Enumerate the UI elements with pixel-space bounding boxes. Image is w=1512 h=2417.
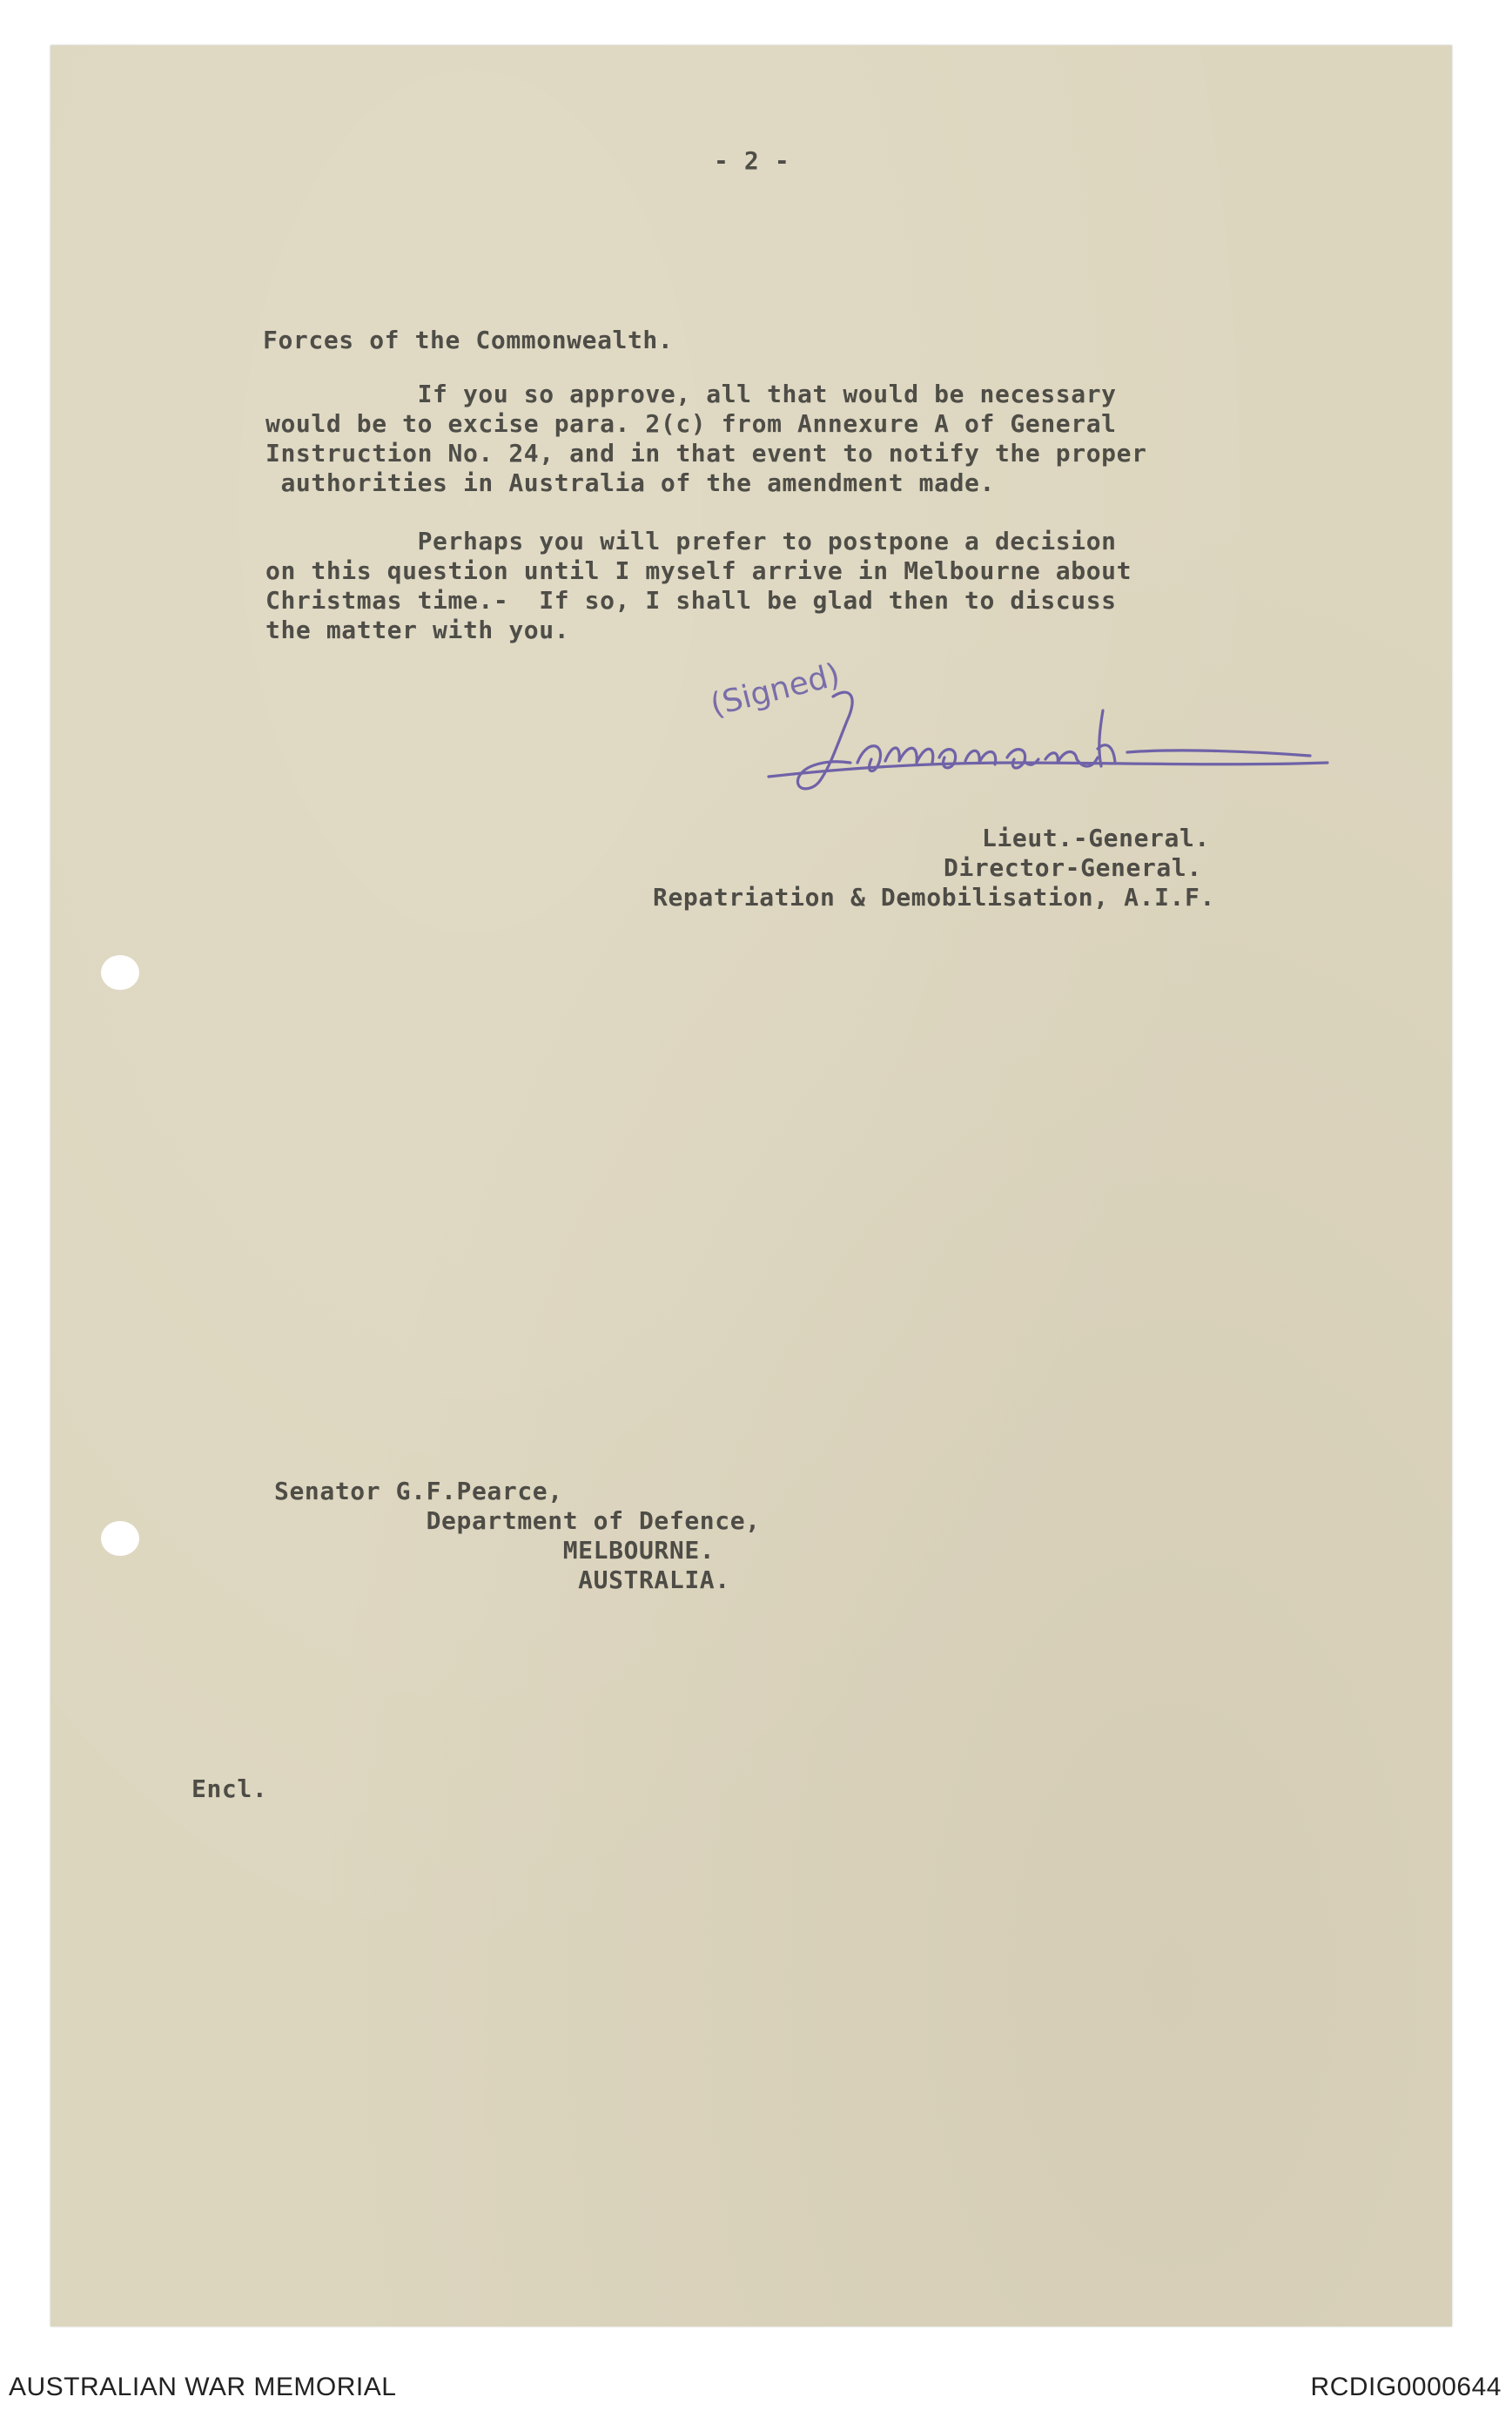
paragraph-line: If you so approve, all that would be necessary: [265, 380, 1117, 408]
addressee-city: MELBOURNE.: [274, 1536, 716, 1565]
signatory-department: Repatriation & Demobilisation, A.I.F.: [653, 883, 1215, 912]
footer-record-id: RCDIG0000644: [1310, 2373, 1502, 2401]
opening-line: Forces of the Commonwealth.: [263, 326, 674, 354]
handwritten-signature: [753, 679, 1345, 801]
addressee-country: AUSTRALIA.: [274, 1565, 730, 1594]
paragraph-line: would be to excise para. 2(c) from Annexure A of General: [265, 409, 1117, 438]
signed-stamp: (Signed): [707, 656, 844, 724]
enclosure-note: Encl.: [192, 1774, 268, 1803]
paragraph-line: Perhaps you will prefer to postpone a decision: [265, 527, 1117, 555]
punch-hole-upper: [101, 955, 139, 990]
signatory-rank: Lieut.-General.: [982, 824, 1210, 852]
footer-institution: AUSTRALIAN WAR MEMORIAL: [9, 2373, 397, 2401]
paragraph-line: Christmas time.- If so, I shall be glad then to discuss: [265, 586, 1117, 615]
signatory-title: Director-General.: [944, 853, 1202, 882]
page-number: - 2 -: [714, 146, 790, 175]
punch-hole-lower: [101, 1521, 139, 1556]
paragraph-line: the matter with you.: [265, 616, 570, 644]
addressee-name: Senator G.F.Pearce,: [274, 1477, 563, 1505]
addressee-department: Department of Defence,: [274, 1506, 761, 1535]
paragraph-line: authorities in Australia of the amendment made.: [265, 468, 995, 497]
paragraph-line: Instruction No. 24, and in that event to notify the proper: [265, 439, 1147, 468]
paragraph-line: on this question until I myself arrive in Melbourne about: [265, 556, 1132, 585]
